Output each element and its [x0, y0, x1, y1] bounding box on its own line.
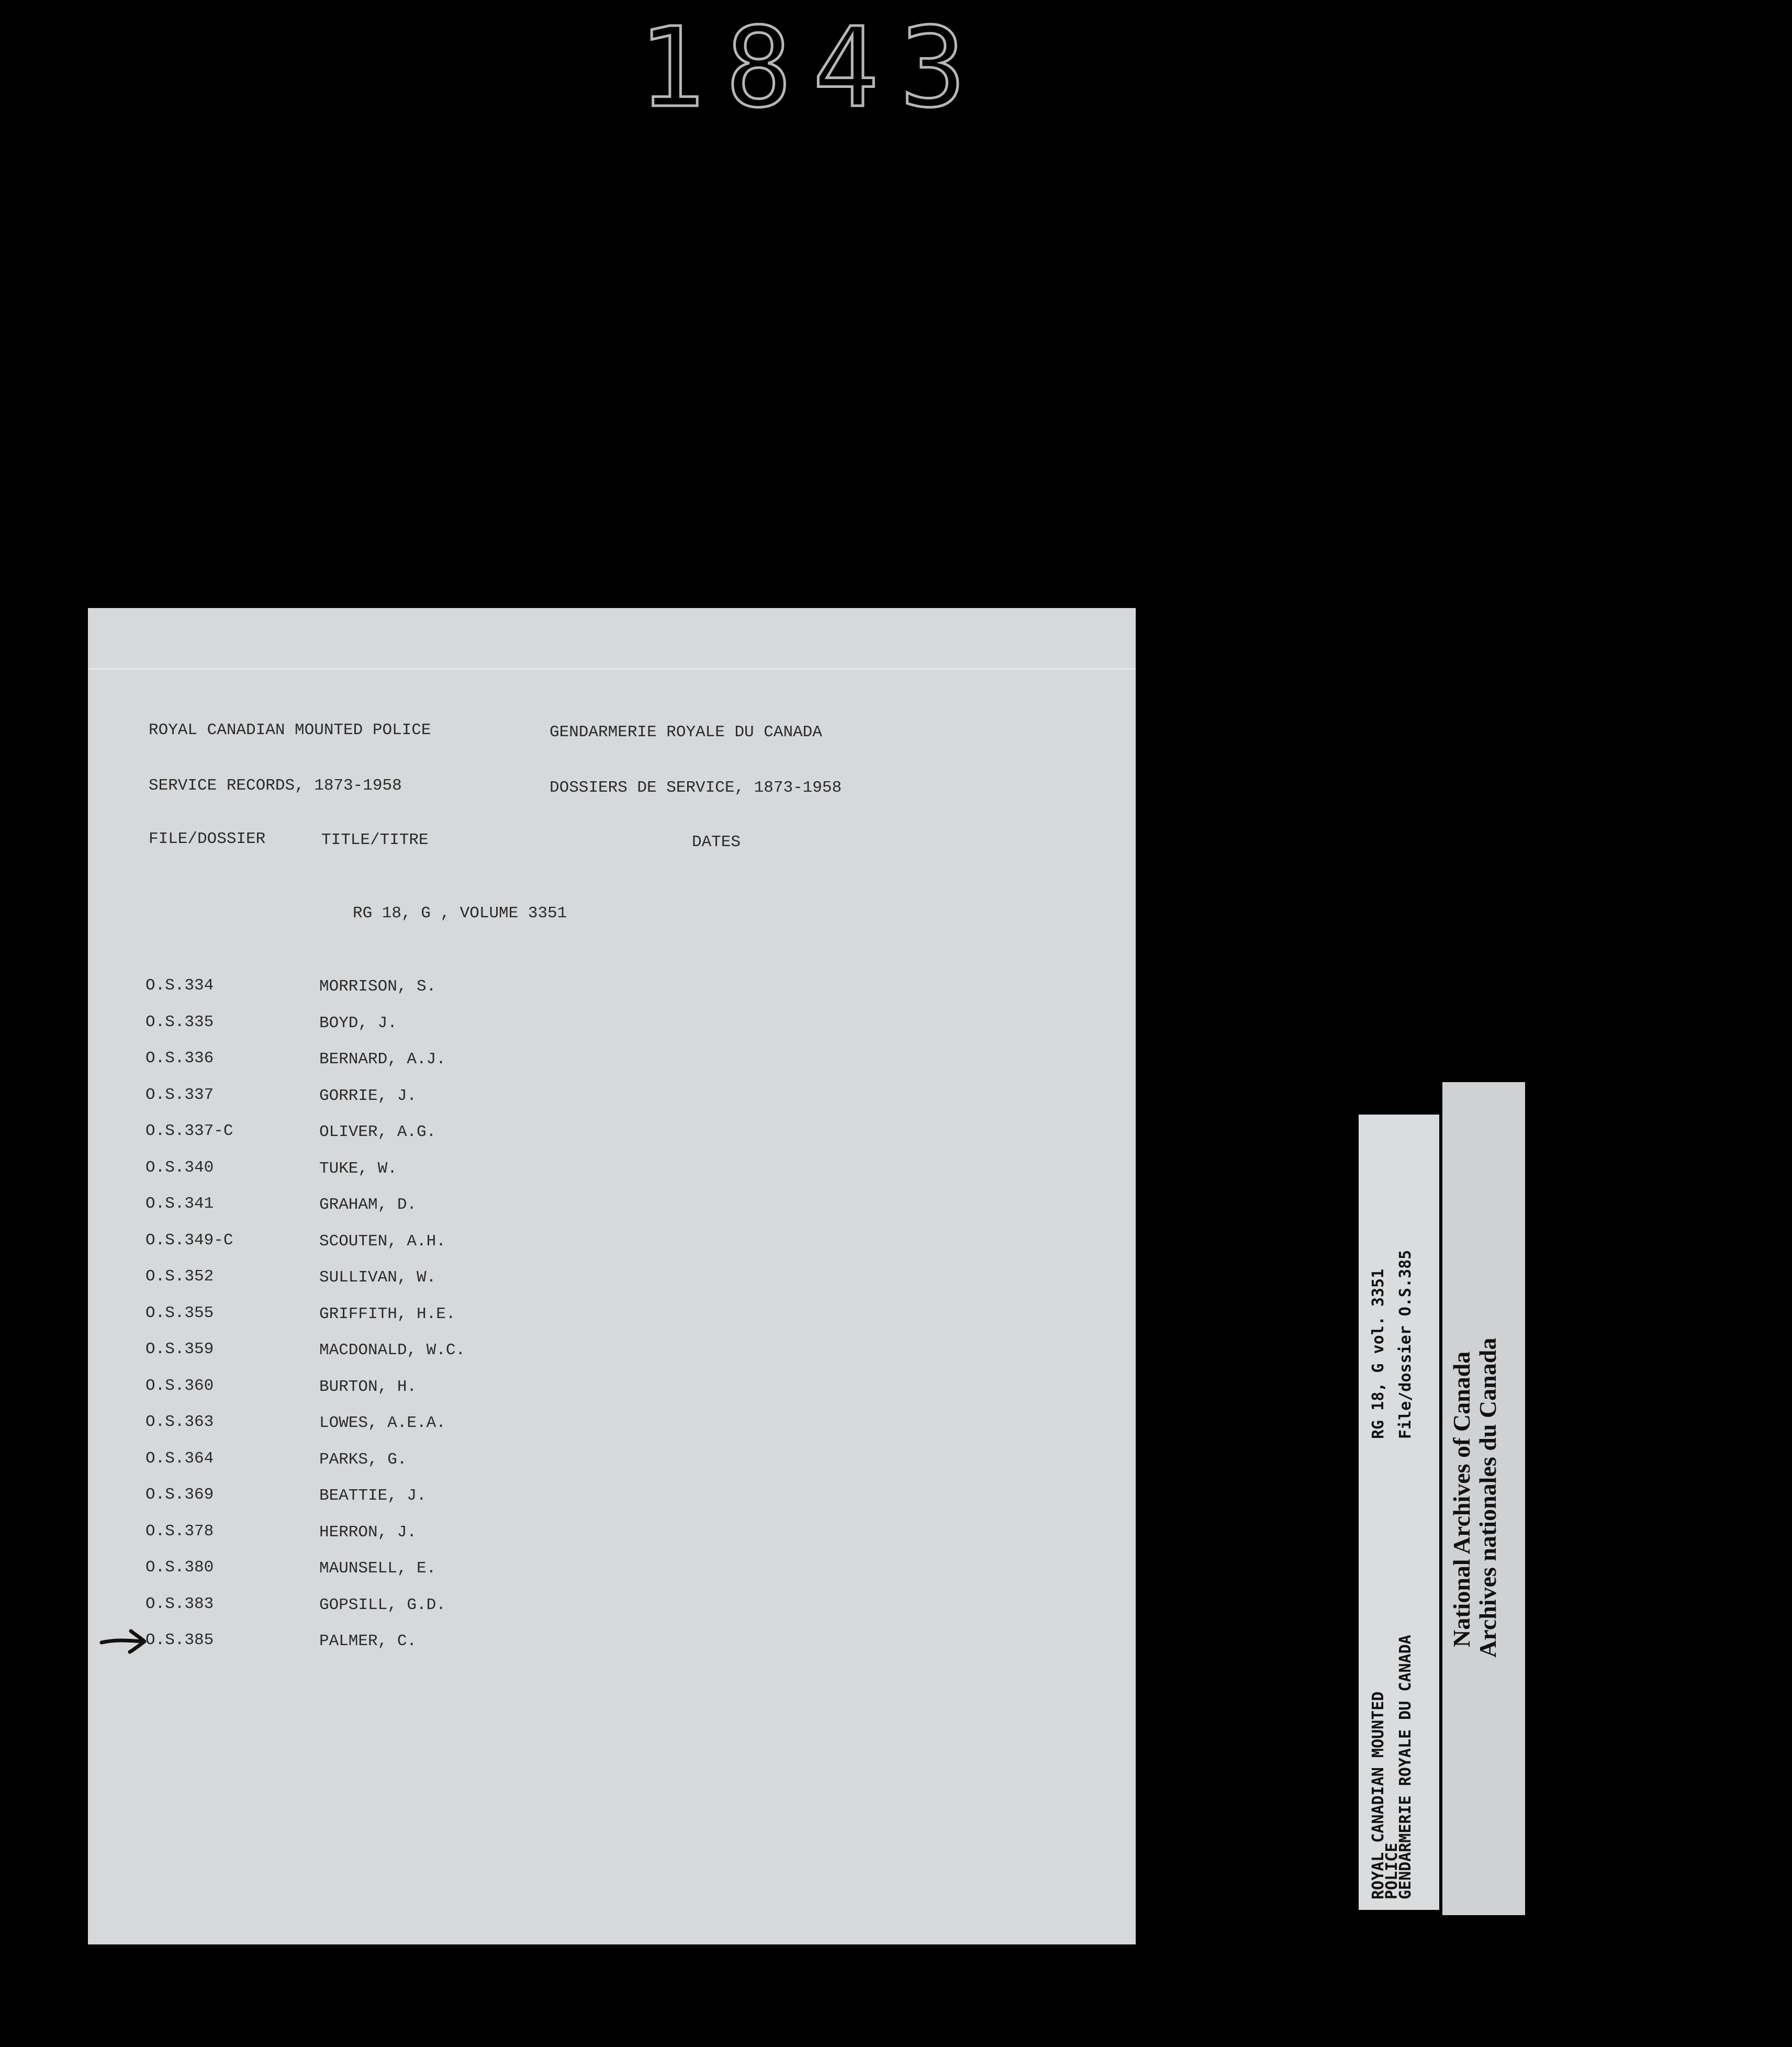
label-card-ref [1359, 1115, 1439, 1910]
row-file-number: O.S.336 [145, 1049, 214, 1067]
volume-reference: RG 18, G , VOLUME 3351 [353, 904, 567, 923]
row-file-number: O.S.352 [145, 1267, 214, 1286]
column-file-header: FILE/DOSSIER [149, 830, 266, 848]
label-line-org-en: ROYAL CANADIAN MOUNTED [1369, 1691, 1387, 1899]
row-title-name: TUKE, W. [319, 1160, 397, 1178]
row-title-name: OLIVER, A.G. [319, 1123, 436, 1141]
header-org-en: ROYAL CANADIAN MOUNTED POLICE [149, 721, 431, 739]
row-file-number: O.S.363 [145, 1413, 214, 1431]
row-file-number: O.S.340 [145, 1159, 214, 1177]
sheet-edge-line [88, 668, 1136, 670]
row-file-number: O.S.378 [145, 1522, 214, 1540]
row-file-number: O.S.355 [145, 1304, 214, 1322]
row-title-name: SCOUTEN, A.H. [319, 1232, 446, 1251]
archives-name-fr: Archives nationales du Canada [1474, 1337, 1501, 1658]
row-title-name: BERNARD, A.J. [319, 1050, 446, 1069]
row-title-name: MAUNSELL, E. [319, 1559, 436, 1578]
label-line-org-fr: GENDARMERIE ROYALE DU CANADA [1396, 1635, 1415, 1899]
column-title-header: TITLE/TITRE [321, 831, 429, 849]
row-file-number: O.S.335 [145, 1013, 214, 1031]
row-file-number: O.S.380 [145, 1558, 214, 1577]
row-file-number: O.S.383 [145, 1595, 214, 1613]
row-title-name: GRIFFITH, H.E. [319, 1305, 456, 1323]
row-title-name: MACDONALD, W.C. [319, 1341, 466, 1359]
frame-number: 1843 [639, 4, 987, 132]
row-title-name: HERRON, J. [319, 1523, 417, 1542]
row-title-name: SULLIVAN, W. [319, 1268, 436, 1287]
row-title-name: BEATTIE, J. [319, 1487, 427, 1505]
row-file-number: O.S.334 [145, 976, 214, 995]
header-records-fr: DOSSIERS DE SERVICE, 1873-1958 [550, 779, 842, 797]
label-ref-file: File/dossier O.S.385 [1396, 1250, 1415, 1439]
row-file-number: O.S.359 [145, 1340, 214, 1358]
row-file-number: O.S.369 [145, 1486, 214, 1504]
document-sheet [88, 608, 1136, 1944]
label-ref-volume: RG 18, G vol. 3351 [1369, 1268, 1387, 1439]
row-title-name: MORRISON, S. [319, 977, 436, 996]
row-file-number: O.S.341 [145, 1195, 214, 1213]
row-title-name: PARKS, G. [319, 1450, 407, 1469]
row-file-number: O.S.337 [145, 1086, 214, 1104]
header-records-en: SERVICE RECORDS, 1873-1958 [149, 777, 402, 795]
row-title-name: LOWES, A.E.A. [319, 1414, 446, 1432]
row-file-number: O.S.337-C [145, 1122, 233, 1140]
label-line-police: POLICE [1383, 1842, 1401, 1899]
row-file-number: O.S.385 [145, 1631, 214, 1649]
row-file-number: O.S.364 [145, 1449, 214, 1468]
row-file-number: O.S.349-C [145, 1231, 233, 1250]
label-card-archives [1442, 1082, 1525, 1915]
row-title-name: PALMER, C. [319, 1632, 417, 1650]
column-dates-header: DATES [692, 833, 741, 851]
row-title-name: BOYD, J. [319, 1014, 397, 1032]
header-org-fr: GENDARMERIE ROYALE DU CANADA [550, 723, 822, 741]
row-title-name: BURTON, H. [319, 1378, 417, 1396]
archives-name-en: National Archives of Canada [1448, 1351, 1475, 1647]
row-title-name: GORRIE, J. [319, 1087, 417, 1105]
row-title-name: GOPSILL, G.D. [319, 1596, 446, 1614]
row-title-name: GRAHAM, D. [319, 1196, 417, 1214]
row-file-number: O.S.360 [145, 1377, 214, 1395]
handwritten-arrow-icon [99, 1627, 147, 1654]
